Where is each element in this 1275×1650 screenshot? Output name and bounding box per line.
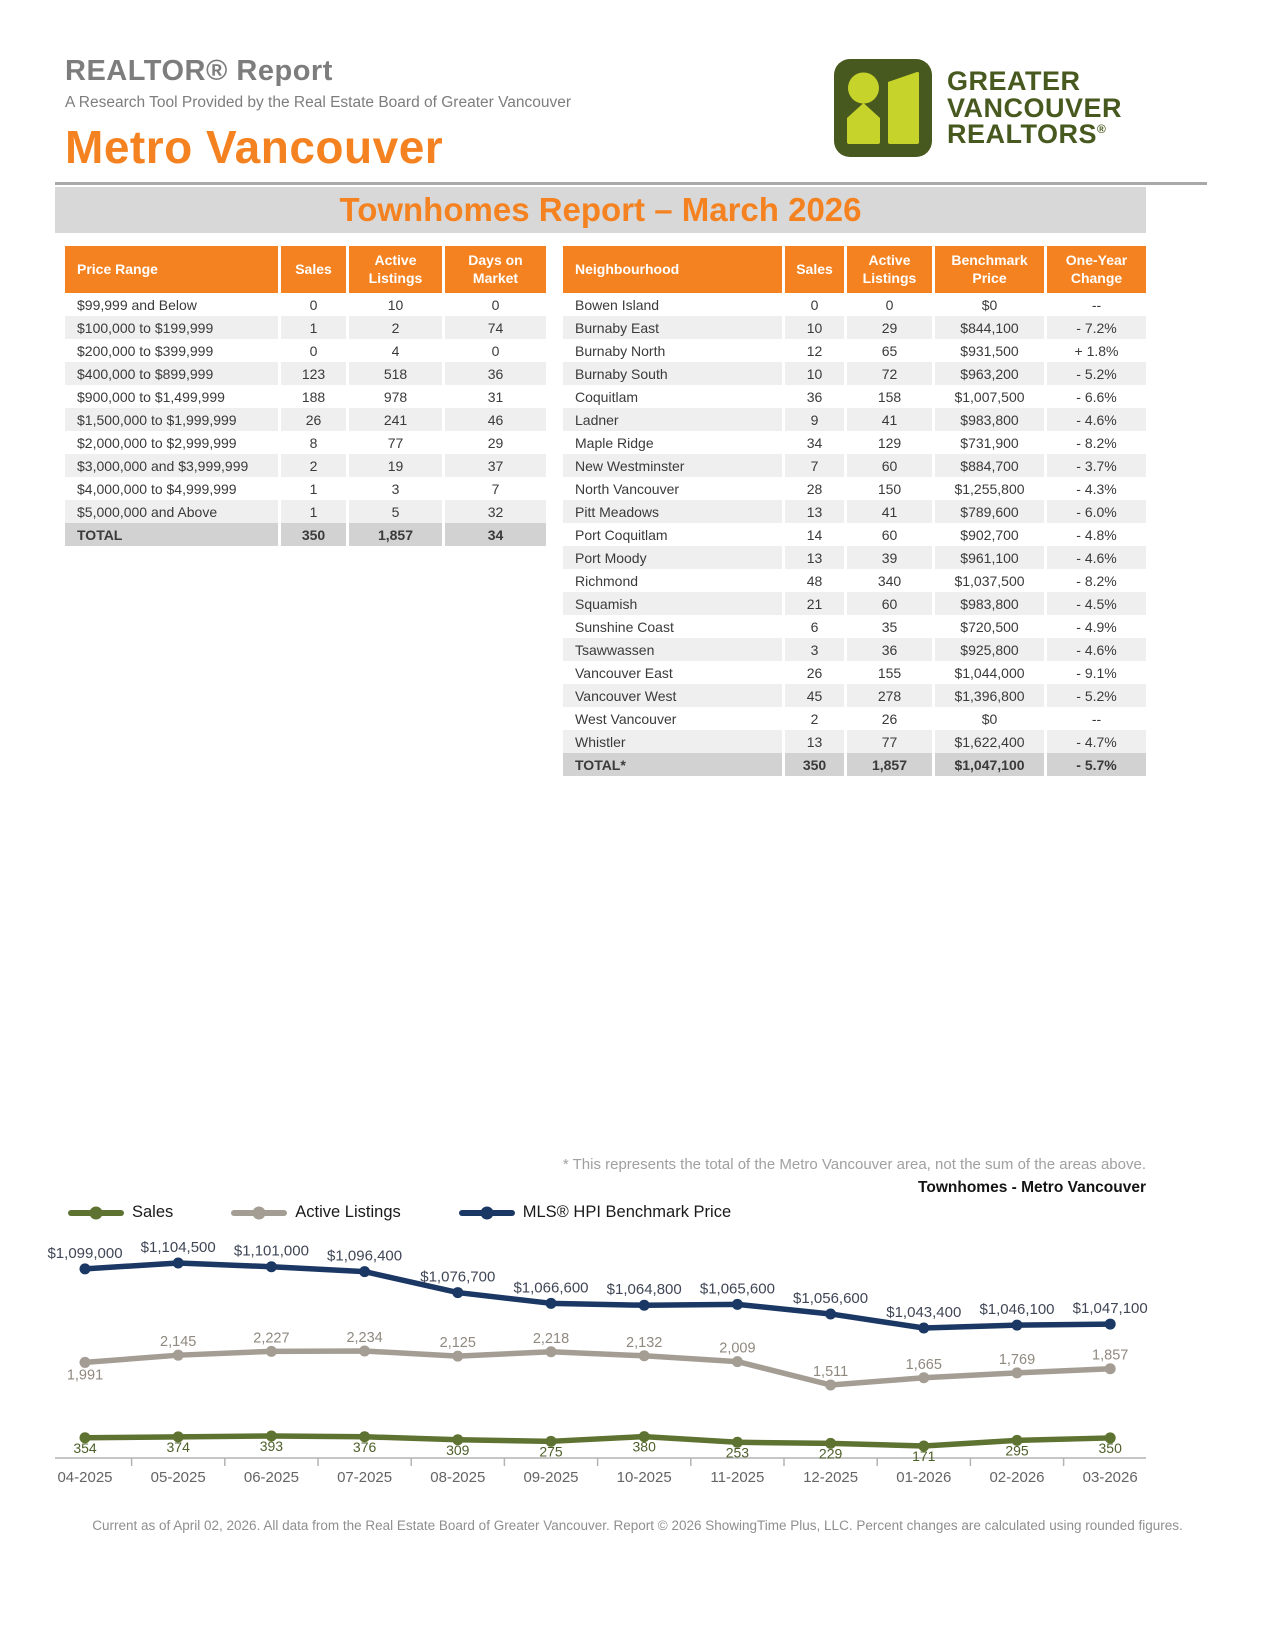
row-value: 29 <box>844 316 932 339</box>
gvr-logo-text <box>947 66 1123 150</box>
data-label: 2,234 <box>346 1330 383 1346</box>
x-tick-label: 09-2025 <box>523 1469 579 1486</box>
table-row <box>65 500 546 523</box>
row-label: Burnaby South <box>563 362 782 385</box>
column-header: Price Range <box>65 246 278 293</box>
data-label: $1,104,500 <box>140 1239 216 1256</box>
row-label: Burnaby East <box>563 316 782 339</box>
table-row <box>563 408 1146 431</box>
row-value: 0 <box>278 339 346 362</box>
row-value: 0 <box>442 339 546 362</box>
data-label: $1,046,100 <box>979 1301 1055 1319</box>
row-value: 39 <box>844 546 932 569</box>
header-divider <box>55 182 1207 185</box>
data-label: 2,125 <box>439 1335 476 1352</box>
row-value: 72 <box>844 362 932 385</box>
data-label: 354 <box>73 1439 97 1456</box>
x-tick-label: 03-2026 <box>1082 1469 1138 1486</box>
table-header-row <box>563 246 1146 293</box>
row-value: $925,800 <box>932 638 1044 661</box>
legend-item <box>459 1203 731 1222</box>
chart-point <box>80 1263 91 1274</box>
table-row <box>65 408 546 431</box>
chart-point <box>825 1380 836 1391</box>
table-row <box>563 569 1146 592</box>
row-label: Tsawwassen <box>563 638 782 661</box>
row-value: 41 <box>844 500 932 523</box>
row-value: 21 <box>782 592 844 615</box>
table-total-row <box>563 753 1146 776</box>
row-value: 5 <box>346 500 442 523</box>
row-value: 35 <box>844 615 932 638</box>
legend-label: MLS® HPI Benchmark Price <box>522 1203 732 1221</box>
table-row <box>563 730 1146 753</box>
row-value: 36 <box>442 362 546 385</box>
row-label: $100,000 to $199,999 <box>65 316 278 339</box>
chart-point <box>452 1351 463 1362</box>
table-row <box>563 684 1146 707</box>
legend-label: Sales <box>132 1203 174 1221</box>
row-value: - 8.2% <box>1044 431 1146 454</box>
row-value: - 4.6% <box>1044 408 1146 431</box>
row-value: - 4.7% <box>1044 730 1146 753</box>
x-tick-label: 02-2026 <box>989 1469 1045 1486</box>
chart-point <box>359 1346 370 1357</box>
row-value: 241 <box>346 408 442 431</box>
row-value: $1,007,500 <box>932 385 1044 408</box>
row-value: 26 <box>782 661 844 684</box>
legend-label: Active Listings <box>295 1203 401 1221</box>
data-label: 171 <box>912 1448 936 1464</box>
table-row <box>563 661 1146 684</box>
logo-line: REALTORS® <box>947 119 1107 150</box>
column-header: Active Listings <box>346 246 442 293</box>
row-value: 1 <box>278 316 346 339</box>
chart-point <box>452 1287 463 1298</box>
data-label: $1,076,700 <box>420 1268 496 1286</box>
table-row <box>65 385 546 408</box>
row-value: 28 <box>782 477 844 500</box>
row-label: $5,000,000 and Above <box>65 500 278 523</box>
row-value: 26 <box>844 707 932 730</box>
row-value: 36 <box>844 638 932 661</box>
row-value: - 4.6% <box>1044 638 1146 661</box>
row-value: 9 <box>782 408 844 431</box>
logo-line: VANCOUVER <box>947 92 1123 123</box>
price-range-table <box>65 246 546 546</box>
table-row <box>563 707 1146 730</box>
row-value: 19 <box>346 454 442 477</box>
data-label: 275 <box>539 1443 563 1460</box>
row-label: Burnaby North <box>575 342 666 359</box>
row-value: 13 <box>782 546 844 569</box>
chart-point <box>266 1261 277 1272</box>
row-value: 31 <box>442 385 546 408</box>
table-row <box>563 500 1146 523</box>
row-value: 0 <box>278 293 346 316</box>
chart-point <box>732 1356 743 1367</box>
table-row <box>65 316 546 339</box>
row-value: 37 <box>442 454 546 477</box>
row-value: 26 <box>278 408 346 431</box>
row-value: 13 <box>782 500 844 523</box>
data-label: 2,132 <box>626 1334 663 1351</box>
row-value: $0 <box>932 707 1044 730</box>
data-label: 2,227 <box>253 1330 290 1347</box>
row-value: 10 <box>346 293 442 316</box>
chart-title: Townhomes - Metro Vancouver <box>918 1179 1146 1196</box>
row-value: 2 <box>278 454 346 477</box>
row-value: 1 <box>278 500 346 523</box>
column-header: Sales <box>278 246 346 293</box>
total-value: - 5.7% <box>1044 753 1146 776</box>
row-value: 77 <box>844 730 932 753</box>
row-value: - 4.6% <box>1044 546 1146 569</box>
table-row <box>563 523 1146 546</box>
chart-point <box>173 1350 184 1361</box>
row-value: 518 <box>346 362 442 385</box>
data-label: 295 <box>1005 1442 1029 1459</box>
row-label: Port Coquitlam <box>575 526 668 543</box>
row-value: $731,900 <box>932 431 1044 454</box>
row-value: - 8.2% <box>1044 569 1146 592</box>
legend-item <box>231 1203 400 1222</box>
row-label: Vancouver East <box>575 664 673 681</box>
total-value: 350 <box>782 753 844 776</box>
row-value: - 3.7% <box>1044 454 1146 477</box>
row-label: Sunshine Coast <box>575 618 674 635</box>
data-label: 309 <box>446 1441 470 1458</box>
row-label: $400,000 to $899,999 <box>65 362 278 385</box>
table-row <box>65 477 546 500</box>
data-label: 253 <box>725 1444 750 1461</box>
data-label: $1,064,800 <box>606 1281 682 1299</box>
row-label: West Vancouver <box>575 710 677 727</box>
chart-point <box>359 1266 370 1277</box>
table-row <box>65 293 546 316</box>
chart-point <box>546 1298 557 1309</box>
table-row <box>563 546 1146 569</box>
data-label: 376 <box>352 1438 377 1455</box>
total-value: $1,047,100 <box>932 753 1044 776</box>
data-label: $1,056,600 <box>793 1289 869 1307</box>
row-label: Coquitlam <box>575 388 639 405</box>
row-value: 13 <box>782 730 844 753</box>
row-label: Squamish <box>563 592 782 615</box>
row-label: Ladner <box>563 408 782 431</box>
table-row <box>563 385 1146 408</box>
row-value: $1,044,000 <box>932 661 1044 684</box>
row-value: - 4.8% <box>1044 523 1146 546</box>
row-value: 2 <box>346 316 442 339</box>
column-header: Days on Market <box>442 246 546 293</box>
total-value: 1,857 <box>346 523 442 546</box>
table-row <box>65 431 546 454</box>
data-label: 2,145 <box>160 1334 197 1351</box>
table-row <box>65 362 546 385</box>
data-label: 1,665 <box>905 1356 942 1373</box>
table-row <box>563 362 1146 385</box>
data-label: 380 <box>632 1438 656 1455</box>
header <box>65 55 571 174</box>
chart-point <box>1105 1363 1116 1374</box>
gvr-logo-icon <box>833 58 933 158</box>
row-value: 8 <box>278 431 346 454</box>
row-value: 36 <box>782 385 844 408</box>
legend-item <box>68 1203 173 1222</box>
row-value: 29 <box>442 431 546 454</box>
row-value: 278 <box>844 684 932 707</box>
row-value: -- <box>1044 707 1146 730</box>
row-value: 7 <box>782 454 844 477</box>
chart-point <box>1105 1319 1116 1330</box>
total-value: 34 <box>442 523 546 546</box>
row-value: -- <box>1044 293 1146 316</box>
gvr-logo <box>833 58 1122 158</box>
total-value: 350 <box>278 523 346 546</box>
row-value: $789,600 <box>932 500 1044 523</box>
row-value: 45 <box>782 684 844 707</box>
x-tick-label: 11-2025 <box>710 1469 765 1486</box>
row-label: New Westminster <box>563 454 782 477</box>
row-value: 3 <box>782 638 844 661</box>
row-label: $200,000 to $399,999 <box>77 342 214 359</box>
banner <box>55 187 1146 233</box>
report-subtitle: A Research Tool Provided by the Real Estate Board of Greater Vancouver <box>65 94 572 111</box>
row-label: North Vancouver <box>575 480 680 497</box>
chart-point <box>732 1299 743 1310</box>
row-value: $1,396,800 <box>932 684 1044 707</box>
row-value: 32 <box>442 500 546 523</box>
data-label: 2,218 <box>532 1330 570 1347</box>
data-label: 1,991 <box>66 1367 104 1384</box>
row-value: 10 <box>782 362 844 385</box>
data-label: $1,043,400 <box>886 1304 962 1321</box>
chart-point <box>639 1300 650 1311</box>
row-value: 41 <box>844 408 932 431</box>
row-value: 129 <box>844 431 932 454</box>
row-value: - 7.2% <box>1044 316 1146 339</box>
row-value: 60 <box>844 523 932 546</box>
logo-line: GREATER <box>947 66 1081 97</box>
row-label: Bowen Island <box>575 296 660 313</box>
chart-point <box>546 1346 557 1357</box>
chart-point <box>266 1346 277 1357</box>
row-value: 150 <box>844 477 932 500</box>
total-footnote: * This represents the total of the Metro Vancouver area, not the sum of the areas above. <box>562 1156 1146 1173</box>
row-value: $1,037,500 <box>932 569 1044 592</box>
table-row <box>563 638 1146 661</box>
table-row <box>563 477 1146 500</box>
column-header: Sales <box>782 246 844 293</box>
row-label: Vancouver West <box>563 684 782 707</box>
neighbourhood-table <box>563 246 1146 776</box>
data-label: $1,065,600 <box>699 1280 775 1298</box>
legend-line-icon <box>68 1210 124 1216</box>
row-value: $0 <box>932 293 1044 316</box>
data-label: $1,047,100 <box>1072 1300 1148 1318</box>
data-label: $1,066,600 <box>513 1279 589 1297</box>
row-label: $4,000,000 to $4,999,999 <box>77 480 237 497</box>
row-label: Maple Ridge <box>575 434 654 451</box>
data-label: $1,101,000 <box>233 1242 309 1260</box>
table-row <box>563 615 1146 638</box>
chart-legend <box>68 1203 731 1222</box>
row-value: - 4.9% <box>1044 615 1146 638</box>
row-label: $900,000 to $1,499,999 <box>77 388 225 405</box>
row-label: $3,000,000 and $3,999,999 <box>65 454 278 477</box>
row-value: - 6.0% <box>1044 500 1146 523</box>
table-row <box>563 454 1146 477</box>
chart-line-sales <box>85 1436 1110 1446</box>
banner-title: Townhomes Report – March 2026 <box>339 191 862 228</box>
legend-line-icon <box>231 1210 287 1216</box>
total-label: TOTAL <box>65 523 278 546</box>
chart-point <box>1012 1320 1023 1331</box>
table-total-row <box>65 523 546 546</box>
row-value: 74 <box>442 316 546 339</box>
table-row <box>65 454 546 477</box>
chart-point <box>918 1372 929 1383</box>
total-value: 1,857 <box>844 753 932 776</box>
row-value: 978 <box>346 385 442 408</box>
row-label: Richmond <box>575 572 639 589</box>
data-label: 374 <box>166 1438 190 1455</box>
row-value: 2 <box>782 707 844 730</box>
x-tick-label: 04-2025 <box>57 1469 113 1486</box>
row-label: Port Moody <box>563 546 782 569</box>
chart-point <box>639 1350 650 1361</box>
row-value: - 5.2% <box>1044 684 1146 707</box>
row-value: $844,100 <box>932 316 1044 339</box>
x-tick-label: 08-2025 <box>430 1469 486 1486</box>
data-label: 229 <box>818 1445 843 1462</box>
row-value: 0 <box>442 293 546 316</box>
row-value: $983,800 <box>932 592 1044 615</box>
table-row <box>563 293 1146 316</box>
registered-mark: ® <box>1097 122 1107 137</box>
chart-point <box>80 1357 91 1368</box>
table-header-row <box>65 246 546 293</box>
row-value: 155 <box>844 661 932 684</box>
x-tick-label: 06-2025 <box>243 1469 299 1486</box>
column-header: Benchmark Price <box>932 246 1044 293</box>
row-value: $1,255,800 <box>932 477 1044 500</box>
data-label: 2,009 <box>719 1340 756 1357</box>
row-value: $931,500 <box>932 339 1044 362</box>
row-value: 34 <box>782 431 844 454</box>
row-value: 7 <box>442 477 546 500</box>
row-value: + 1.8% <box>1044 339 1146 362</box>
row-value: - 5.2% <box>1044 362 1146 385</box>
x-tick-label: 10-2025 <box>616 1469 672 1486</box>
row-value: 60 <box>844 454 932 477</box>
column-header: Neighbourhood <box>563 246 782 293</box>
table-row <box>563 592 1146 615</box>
data-label: 1,769 <box>998 1351 1036 1368</box>
row-value: 46 <box>442 408 546 431</box>
row-value: - 6.6% <box>1044 385 1146 408</box>
row-value: 4 <box>346 339 442 362</box>
report-title: REALTOR® Report <box>65 55 333 87</box>
row-value: 77 <box>346 431 442 454</box>
column-header: One-Year Change <box>1044 246 1146 293</box>
x-tick-label: 07-2025 <box>337 1469 393 1486</box>
data-label: 1,857 <box>1092 1347 1129 1364</box>
row-value: 158 <box>844 385 932 408</box>
row-value: 48 <box>782 569 844 592</box>
data-label: 393 <box>259 1438 284 1454</box>
row-value: 60 <box>844 592 932 615</box>
row-value: 6 <box>782 615 844 638</box>
row-value: - 4.5% <box>1044 592 1146 615</box>
row-value: 14 <box>782 523 844 546</box>
chart-point <box>825 1308 836 1319</box>
row-value: - 9.1% <box>1044 661 1146 684</box>
row-value: 0 <box>782 293 844 316</box>
row-value: - 4.3% <box>1044 477 1146 500</box>
row-value: 340 <box>844 569 932 592</box>
chart-line-active-listings <box>85 1351 1110 1385</box>
row-value: $902,700 <box>932 523 1044 546</box>
total-label: TOTAL* <box>563 753 782 776</box>
table-row <box>563 431 1146 454</box>
row-label: $1,500,000 to $1,999,999 <box>65 408 278 431</box>
row-value: $961,100 <box>932 546 1044 569</box>
row-value: $884,700 <box>932 454 1044 477</box>
data-label: 1,511 <box>812 1364 849 1380</box>
row-value: 188 <box>278 385 346 408</box>
chart-point <box>1012 1367 1023 1378</box>
table-row <box>563 316 1146 339</box>
row-value: 0 <box>844 293 932 316</box>
data-label: 350 <box>1098 1439 1122 1456</box>
page-footer: Current as of April 02, 2026. All data from the Real Estate Board of Greater Vancouver. Report © 2026 ShowingTime Plus, LLC. Percent changes are calculated using rounded figures. <box>92 1518 1183 1533</box>
region-title: Metro Vancouver <box>65 121 444 173</box>
chart-point <box>173 1258 184 1269</box>
row-label: $2,000,000 to $2,999,999 <box>77 434 237 451</box>
x-tick-label: 05-2025 <box>150 1469 206 1486</box>
row-value: $720,500 <box>932 615 1044 638</box>
x-tick-label: 01-2026 <box>896 1469 952 1486</box>
legend-line-icon <box>459 1210 515 1216</box>
row-value: 123 <box>278 362 346 385</box>
row-value: 3 <box>346 477 442 500</box>
data-label: $1,099,000 <box>47 1244 123 1262</box>
table-row <box>563 339 1146 362</box>
column-header: Active Listings <box>844 246 932 293</box>
data-label: $1,096,400 <box>327 1247 403 1265</box>
trend-chart <box>47 1232 1150 1490</box>
row-value: 1 <box>278 477 346 500</box>
row-value: $963,200 <box>932 362 1044 385</box>
table-row <box>65 339 546 362</box>
row-value: 12 <box>782 339 844 362</box>
row-label: Whistler <box>563 730 782 753</box>
chart-point <box>918 1323 929 1334</box>
row-value: $1,622,400 <box>932 730 1044 753</box>
row-value: $983,800 <box>932 408 1044 431</box>
row-value: 10 <box>782 316 844 339</box>
row-value: 65 <box>844 339 932 362</box>
row-label: $99,999 and Below <box>77 296 197 313</box>
x-tick-label: 12-2025 <box>803 1469 859 1486</box>
row-label: Pitt Meadows <box>563 500 782 523</box>
